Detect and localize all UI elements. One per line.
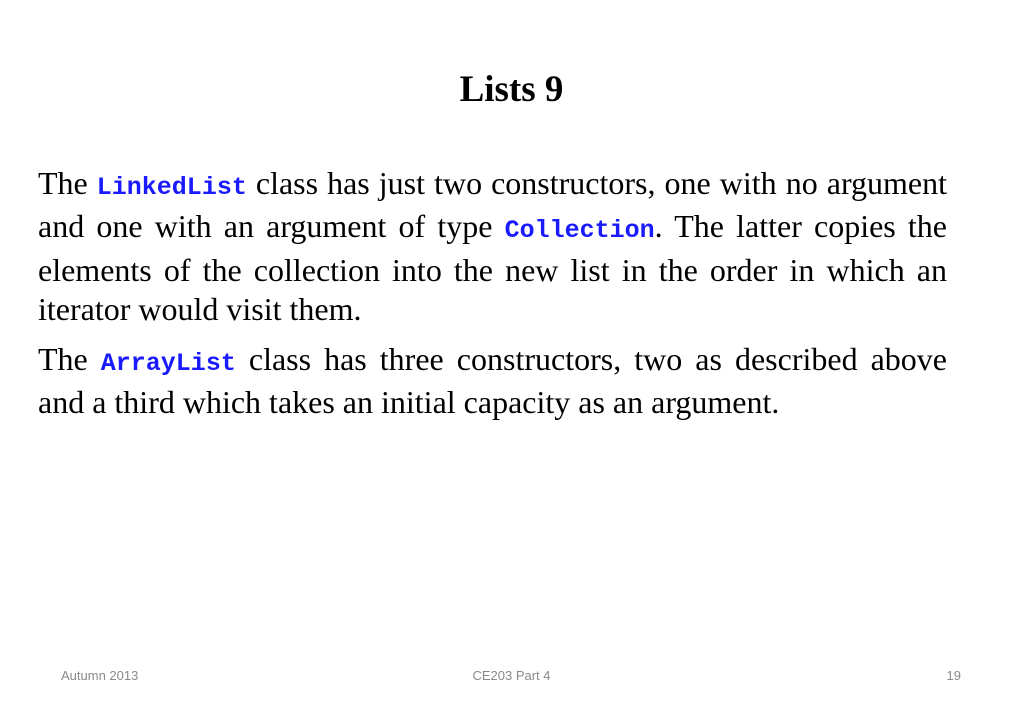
text-segment: The xyxy=(38,341,101,378)
text-segment: The xyxy=(38,165,97,201)
paragraph-arraylist xyxy=(38,340,947,423)
code-linkedlist: LinkedList xyxy=(96,173,247,202)
text-segment: class has three constructors, two as described above and a third which takes an initial capacity as an argument. xyxy=(38,341,948,421)
text-segment: . The latter copies the elements of the collection into the new list in the order in which an iterator would visit them. xyxy=(38,208,948,327)
code-collection: Collection xyxy=(504,216,655,246)
footer-date: Autumn 2013 xyxy=(61,668,139,683)
footer-page-number: 19 xyxy=(946,668,961,683)
footer-course: CE203 Part 4 xyxy=(472,668,551,683)
text-segment: class has just two constructors, one with no argument and one with an argument of type xyxy=(38,165,948,245)
slide-body xyxy=(38,164,947,434)
paragraph-linkedlist xyxy=(38,164,947,329)
code-arraylist: ArrayList xyxy=(100,349,236,379)
slide-title: Lists 9 xyxy=(459,69,564,110)
